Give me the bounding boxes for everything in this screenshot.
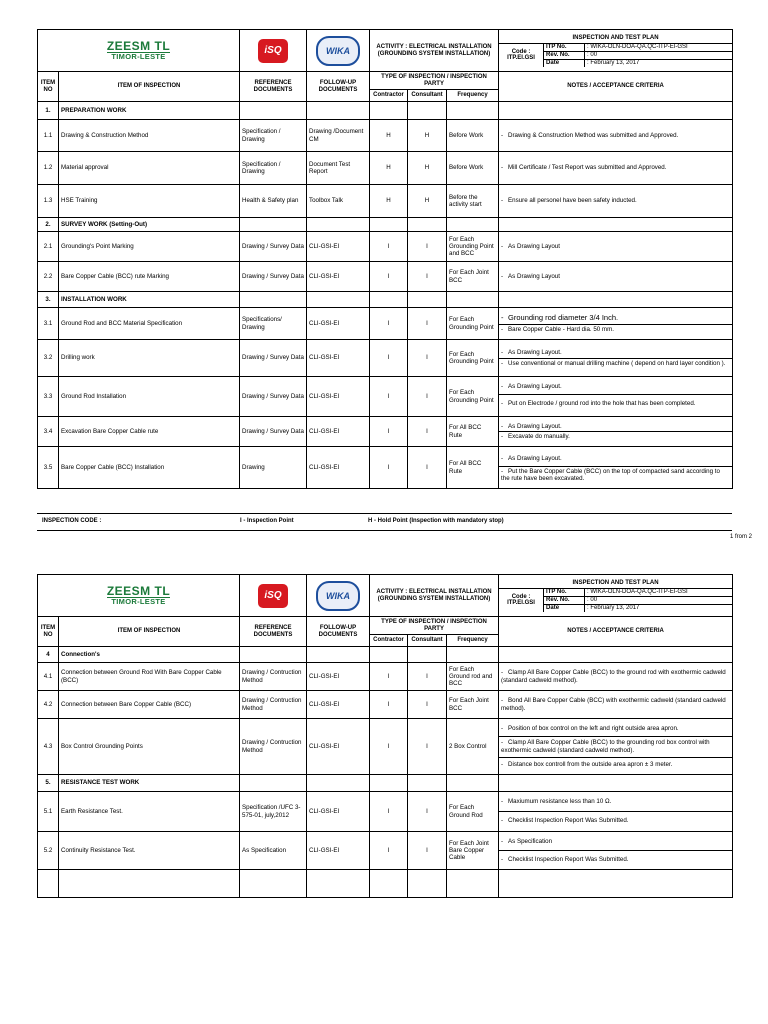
- section-row: 2. SURVEY WORK (Setting-Out): [38, 218, 733, 232]
- empty-row: [38, 870, 733, 898]
- table-row: 3.2 Drilling work Drawing / Survey Data CLI-GSI-EI I I For Each Grounding Point - As Drawing Layout. - Use conventional or manual drilling machine ( depend on hard layer condition ).: [38, 340, 733, 377]
- zeesm-logo-cell: [38, 30, 240, 72]
- col-frequency: Frequency: [447, 90, 499, 102]
- itp-sheet-page-2: [37, 574, 732, 898]
- plan-title: INSPECTION AND TEST PLAN: [499, 34, 732, 44]
- plan-info-cell: [499, 575, 733, 617]
- col-ref: REFERENCE DOCUMENTS: [240, 72, 307, 102]
- col-notes: NOTES / ACCEPTANCE CRITERIA: [499, 72, 733, 102]
- col-ref: REFERENCE DOCUMENTS: [240, 617, 307, 647]
- rev-value: : 00: [585, 597, 733, 605]
- isq-logo: iSQ: [258, 39, 288, 63]
- date-value: : February 13, 2017: [587, 59, 640, 66]
- rev-label: Rev. No.: [544, 597, 585, 605]
- wika-logo-cell: [307, 30, 370, 72]
- itp-sheet-page-1: [37, 29, 732, 489]
- col-notes: NOTES / ACCEPTANCE CRITERIA: [499, 617, 733, 647]
- isq-logo: iSQ: [258, 584, 288, 608]
- itp-value: : WIKA-OLN-DOA-QA.QC-ITP-EI-GSI: [585, 589, 733, 596]
- itp-value: : WIKA-OLN-DOA-QA.QC-ITP-EI-GSI: [585, 44, 733, 51]
- code-block: Code : ITP.EI.GSI: [499, 589, 544, 612]
- table-row: 3.4 Excavation Bare Copper Cable rute Drawing / Survey Data CLI-GSI-EI I I For All BCC Rute - As Drawing Layout. - Excavate do manually.: [38, 417, 733, 447]
- table-row: 3.5 Bare Copper Cable (BCC) Installation Drawing CLI-GSI-EI I I For All BCC Rute - As Drawing Layout. - Put the Bare Copper Cable (BCC) on the top of compacted sand according to the rute have been excavated.: [38, 447, 733, 489]
- col-contractor: Contractor: [370, 635, 408, 647]
- hold-point-legend: H - Hold Point (Inspection with mandatory stop): [368, 518, 504, 524]
- section-row: 5. RESISTANCE TEST WORK: [38, 775, 733, 792]
- activity-title: ACTIVITY : ELECTRICAL INSTALLATION (GROUNDING SYSTEM INSTALLATION): [370, 30, 499, 72]
- zeesm-logo: ZEESM TL TIMOR-LESTE: [106, 583, 171, 606]
- col-consultant: Consultant: [408, 90, 447, 102]
- col-type: TYPE OF INSPECTION / INSPECTION PARTY: [370, 617, 499, 635]
- inspection-code-label: INSPECTION CODE :: [42, 518, 102, 524]
- col-consultant: Consultant: [408, 635, 447, 647]
- plan-title: INSPECTION AND TEST PLAN: [499, 579, 732, 589]
- table-row: 5.1 Earth Resistance Test. Specification /UFC 3-575-01, july,2012 CLI-GSI-EI I I For Each Ground Rod - Maxiumum resistance less than 10 Ω. - Checklist Inspection Report Was Submitted.: [38, 792, 733, 832]
- date-value: : February 13, 2017: [587, 604, 640, 611]
- inspection-code-legend: [37, 513, 732, 531]
- page-number: 1 from 2: [730, 534, 753, 540]
- code-block: Code : ITP.EI.GSI: [499, 44, 544, 67]
- col-item: ITEM OF INSPECTION: [59, 72, 240, 102]
- inspection-point-legend: I - Inspection Point: [240, 518, 294, 524]
- table-row: 5.2 Continuity Resistance Test. As Specification CLI-GSI-EI I I For Each Joint Bare Copper Cable - As Specification - Checklist Inspection Report Was Submitted.: [38, 832, 733, 870]
- zeesm-logo: ZEESM TL TIMOR-LESTE: [106, 38, 171, 61]
- wika-logo-cell: [307, 575, 370, 617]
- table-row: 2.1 Grounding's Point Marking Drawing / Survey Data CLI-GSI-EI I I For Each Grounding Point and BCC - As Drawing Layout: [38, 232, 733, 262]
- wika-logo: WIKA: [316, 581, 360, 611]
- col-item-no: ITEM NO: [38, 617, 59, 647]
- itp-label: ITP No.: [544, 44, 585, 51]
- table-row: 4.2 Connection between Bare Copper Cable (BCC) Drawing / Contruction Method CLI-GSI-EI I I For Each Joint BCC - Bond All Bare Copper Cable (BCC) with exothermic cadweld (standard cadweld method).: [38, 691, 733, 719]
- table-row: 3.1 Ground Rod and BCC Material Specification Specifications/ Drawing CLI-GSI-EI I I For Each Grounding Point - Grounding rod diameter 3/4 Inch. - Bare Copper Cable - Hard dia. 50 mm.: [38, 308, 733, 340]
- isq-logo-cell: [240, 30, 307, 72]
- isq-logo-cell: [240, 575, 307, 617]
- section-row: 3. INSTALLATION WORK: [38, 292, 733, 308]
- col-type: TYPE OF INSPECTION / INSPECTION PARTY: [370, 72, 499, 90]
- col-contractor: Contractor: [370, 90, 408, 102]
- table-row: 1.1 Drawing & Construction Method Specification / Drawing Drawing /Document CM H H Before Work - Drawing & Construction Method was submitted and Approved.: [38, 120, 733, 152]
- zeesm-logo-cell: [38, 575, 240, 617]
- col-frequency: Frequency: [447, 635, 499, 647]
- rev-label: Rev. No.: [544, 52, 585, 60]
- section-row: 1. PREPARATION WORK: [38, 102, 733, 120]
- rev-value: : 00: [585, 52, 733, 60]
- col-follow: FOLLOW-UP DOCUMENTS: [307, 72, 370, 102]
- col-item-no: ITEM NO: [38, 72, 59, 102]
- activity-title: ACTIVITY : ELECTRICAL INSTALLATION (GROUNDING SYSTEM INSTALLATION): [370, 575, 499, 617]
- date-label: Date: [544, 59, 585, 66]
- table-row: 2.2 Bare Copper Cable (BCC) rute Marking Drawing / Survey Data CLI-GSI-EI I I For Each Joint BCC - As Drawing Layout: [38, 262, 733, 292]
- itp-table-page-1: [37, 29, 733, 489]
- table-row: 1.3 HSE Training Health & Safety plan Toolbox Talk H H Before the activity start - Ensure all personel have been safety inducted.: [38, 185, 733, 218]
- itp-label: ITP No.: [544, 589, 585, 596]
- table-row: 4.1 Connection between Ground Rod With Bare Copper Cable (BCC) Drawing / Contruction Method CLI-GSI-EI I I For Each Ground rod and BCC - Clamp All Bare Copper Cable (BCC) to the ground rod with exothermic cadweld (standard cadweld method).: [38, 663, 733, 691]
- table-row: 4.3 Box Control Grounding Points Drawing / Contruction Method CLI-GSI-EI I I 2 Box Control - Position of box control on the left and right outside area apron. - Clamp All Bare Copper Cable (BCC) to the grounding rod box control with exothermic cadweld (standard cadweld method). - Distance box controll from the outside area apron ± 3 meter.: [38, 719, 733, 775]
- wika-logo: WIKA: [316, 36, 360, 66]
- table-row: 3.3 Ground Rod Installation Drawing / Survey Data CLI-GSI-EI I I For Each Grounding Point - As Drawing Layout. - Put on Electrode / ground rod into the hole that has been completed.: [38, 377, 733, 417]
- table-row: 1.2 Material approval Specification / Drawing Document Test Report H H Before Work - Mill Certificate / Test Report was submitted and Approved.: [38, 152, 733, 185]
- section-row: 4 Connection's: [38, 647, 733, 663]
- date-label: Date: [544, 604, 585, 611]
- col-item: ITEM OF INSPECTION: [59, 617, 240, 647]
- itp-table-page-2: [37, 574, 733, 898]
- plan-info-cell: [499, 30, 733, 72]
- col-follow: FOLLOW-UP DOCUMENTS: [307, 617, 370, 647]
